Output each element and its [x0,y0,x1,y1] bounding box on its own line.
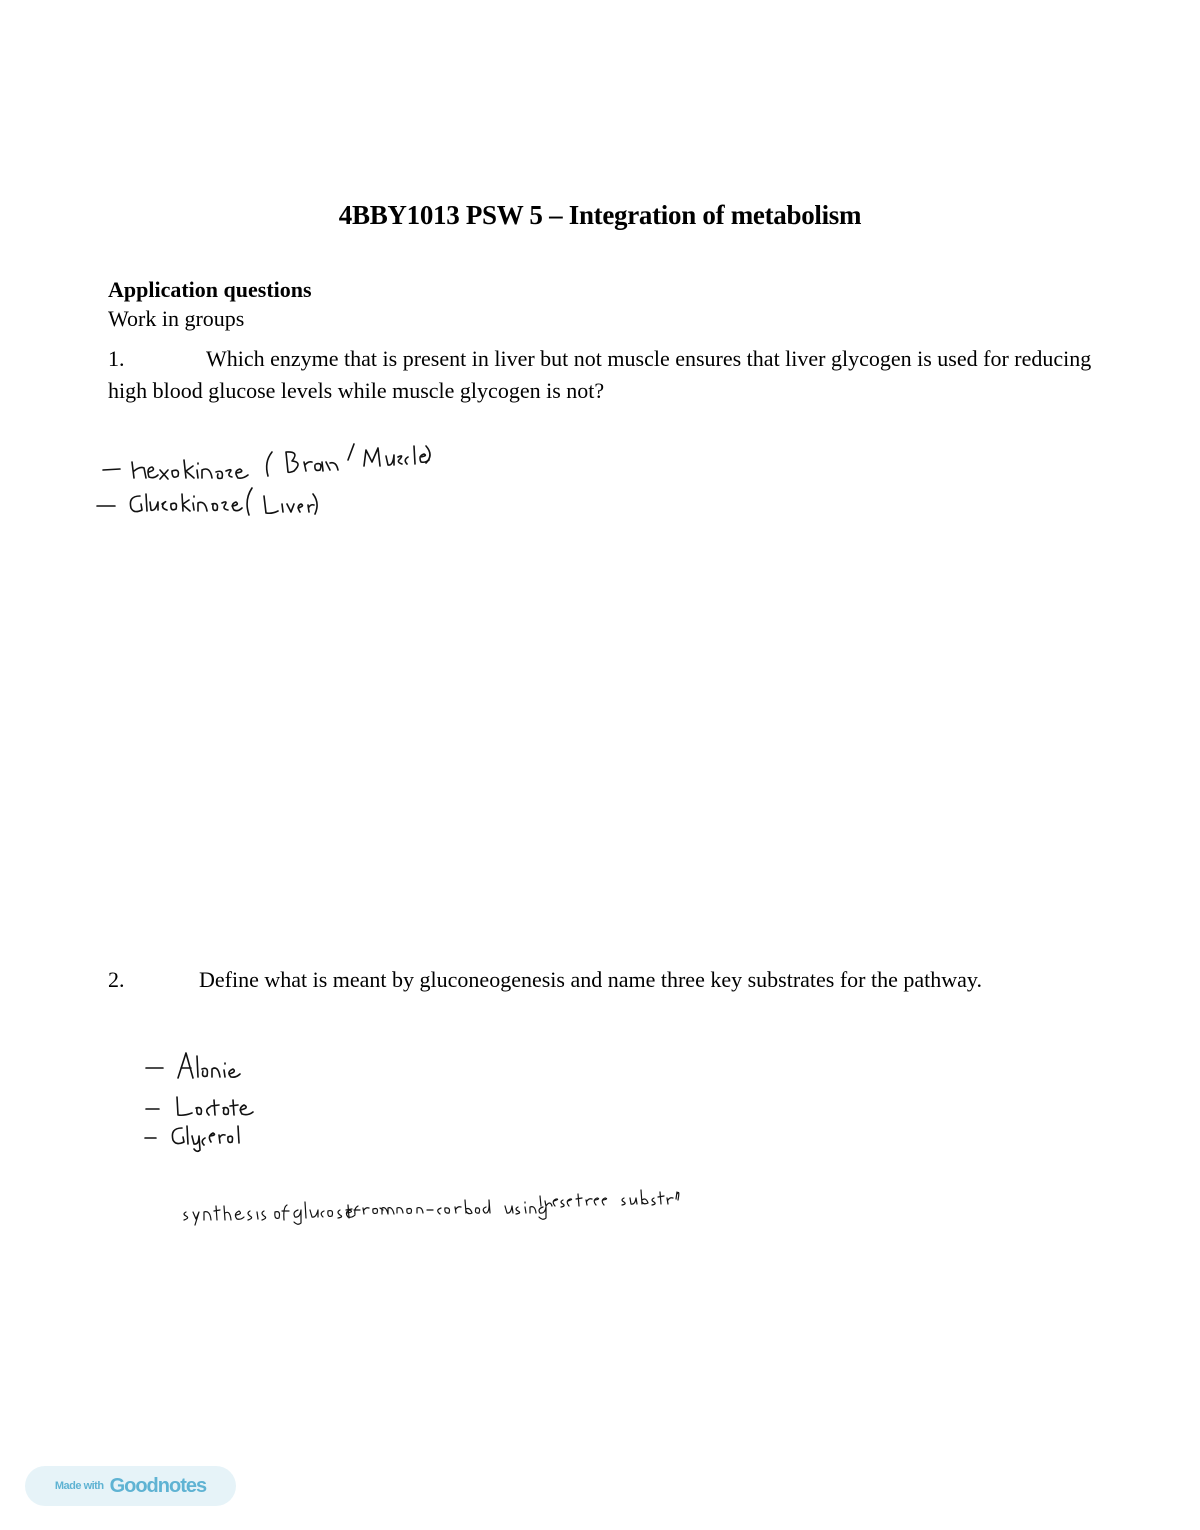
question-text: Define what is meant by gluconeogenesis and name three key substrates for the pathway. [199,967,982,992]
handwriting-answer-1-line-2 [97,488,317,515]
page-title: 4BBY1013 PSW 5 – Integration of metabolism [338,200,862,230]
handwriting-answer-2-line-4 [184,1190,679,1225]
section-heading: Application questions [108,277,312,302]
watermark-prefix: Made with [54,1480,104,1492]
instruction-text: Work in groups [108,306,245,331]
question-number: 2. [108,967,125,992]
goodnotes-watermark [25,1466,236,1506]
watermark-brand: Goodnotes [109,1474,207,1497]
handwriting-answer-2-line-1 [146,1053,240,1078]
handwriting-answer-2-line-3 [145,1126,239,1151]
handwriting-answer-1-line-1 [103,444,430,479]
question-number: 1. [108,346,125,371]
question-text: Which enzyme that is present in liver but not muscle ensures that liver glycogen is used for reducing high blood glucose levels while muscle glycogen is not? [108,346,1092,403]
handwriting-answer-2-line-2 [146,1097,253,1115]
